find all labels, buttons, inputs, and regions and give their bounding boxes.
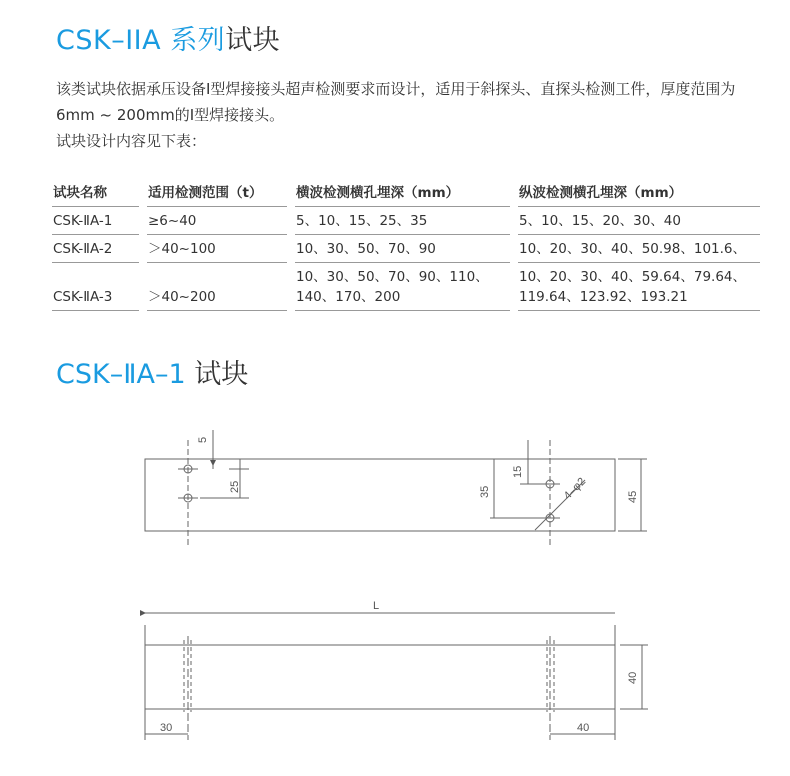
cell-long: 5、10、15、20、30、40	[518, 207, 760, 235]
section-title-code: CSK–ⅡA–1	[56, 359, 195, 390]
dim-5: 5	[197, 436, 209, 443]
intro-line-2: 试块设计内容见下表：	[56, 132, 207, 150]
cell-name: CSK-ⅡA-3	[52, 263, 139, 311]
header-shear: 横波检测横孔埋深（mm）	[295, 181, 510, 207]
title-main: CSK–IIA	[56, 25, 171, 56]
cell-shear: 5、10、15、25、35	[295, 207, 510, 235]
cell-name: CSK-ⅡA-2	[52, 235, 139, 263]
header-range: 适用检测范围（t）	[147, 181, 287, 207]
cell-range: ≥6~40	[147, 207, 287, 235]
dim-40-height: 40	[627, 671, 639, 684]
cell-range: ＞40~100	[147, 235, 287, 263]
dim-30: 30	[160, 722, 173, 734]
cell-long: 10、20、30、40、50.98、101.6、	[518, 235, 760, 263]
header-long: 纵波检测横孔埋深（mm）	[518, 181, 760, 207]
cell-shear: 10、30、50、70、90、110、 140、170、200	[295, 263, 510, 311]
cell-long: 10、20、30、40、59.64、79.64、 119.64、123.92、193.21	[518, 263, 760, 311]
cell-shear: 10、30、50、70、90	[295, 235, 510, 263]
intro-line-1: 该类试块依据承压设备I型焊接接头超声检测要求而设计，适用于斜探头、直探头检测工件，厚度范围为6mm ~ 200mm的Ⅰ型焊接接头。	[56, 80, 736, 124]
section-title-suffix: 试块	[194, 359, 249, 390]
dim-45: 45	[627, 490, 639, 503]
dim-holes: 4–φ2	[561, 475, 589, 503]
side-view-block	[145, 645, 615, 709]
dim-15: 15	[512, 465, 524, 478]
dimension-labels	[160, 437, 639, 734]
title-series: 系列	[170, 25, 226, 56]
dim-40-bottom: 40	[577, 722, 590, 734]
dim-25: 25	[229, 480, 241, 493]
header-name: 试块名称	[52, 181, 139, 207]
cell-range: ＞40~200	[147, 263, 287, 311]
cell-name: CSK-ⅡA-1	[52, 207, 139, 235]
dim-35: 35	[479, 485, 491, 498]
title-suffix: 试块	[225, 25, 281, 56]
dim-L: L	[373, 600, 380, 612]
